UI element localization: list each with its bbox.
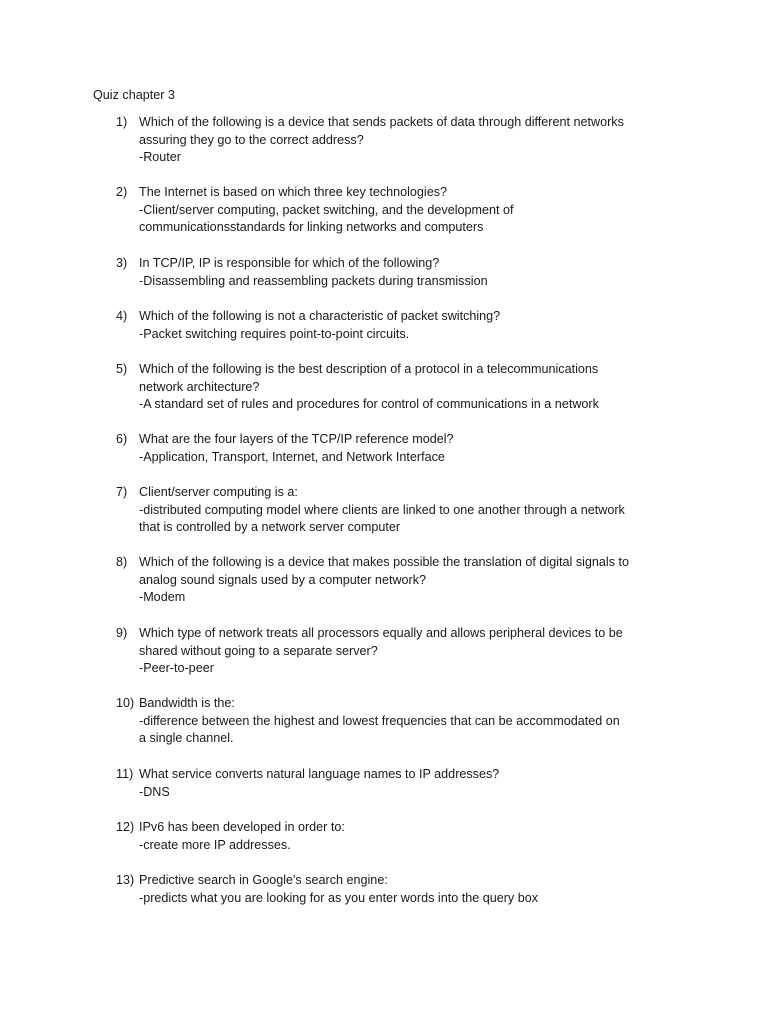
answer-line: communicationsstandards for linking networks and computers xyxy=(139,220,484,235)
document-title: Quiz chapter 3 xyxy=(93,88,175,102)
item-number: 3) xyxy=(116,256,128,270)
quiz-item xyxy=(116,484,676,537)
answer-line: -Packet switching requires point-to-point circuits. xyxy=(139,326,410,341)
quiz-item xyxy=(116,695,676,748)
item-number: 12) xyxy=(116,820,135,834)
item-number: 1) xyxy=(116,115,128,129)
question-line: What are the four layers of the TCP/IP reference model? xyxy=(139,432,454,446)
quiz-item xyxy=(116,554,676,607)
quiz-item xyxy=(116,625,676,678)
answer-line: -Client/server computing, packet switching, and the development of xyxy=(139,202,514,217)
quiz-item xyxy=(116,872,676,907)
answer-line: -Disassembling and reassembling packets during transmission xyxy=(139,273,488,288)
quiz-item xyxy=(116,184,676,237)
answer-line: -Router xyxy=(139,150,181,165)
question-line: In TCP/IP, IP is responsible for which of the following? xyxy=(139,256,440,270)
item-number: 9) xyxy=(116,626,128,640)
question-line: IPv6 has been developed in order to: xyxy=(139,820,345,834)
question-line: shared without going to a separate server? xyxy=(139,643,378,658)
answer-line: a single channel. xyxy=(139,731,234,746)
question-line: Which of the following is a device that makes possible the translation of digital signals to xyxy=(139,555,630,569)
item-number: 5) xyxy=(116,362,128,376)
quiz-item xyxy=(116,308,676,343)
quiz-item xyxy=(116,114,676,167)
answer-line: -DNS xyxy=(139,784,170,799)
item-number: 10) xyxy=(116,696,135,710)
quiz-item xyxy=(116,431,676,466)
question-line: The Internet is based on which three key technologies? xyxy=(139,185,448,199)
question-line: Which of the following is not a characteristic of packet switching? xyxy=(139,309,501,323)
question-line: Which type of network treats all processors equally and allows peripheral devices to be xyxy=(139,626,623,640)
question-line: Which of the following is a device that sends packets of data through different networks xyxy=(139,115,624,129)
item-number: 7) xyxy=(116,485,128,499)
quiz-item xyxy=(116,766,676,801)
quiz-item xyxy=(116,819,676,854)
quiz-item xyxy=(116,361,676,414)
question-line: Bandwidth is the: xyxy=(139,696,235,710)
answer-line: -Modem xyxy=(139,590,186,605)
answer-line: that is controlled by a network server computer xyxy=(139,520,401,535)
answer-line: -A standard set of rules and procedures for control of communications in a network xyxy=(139,397,599,412)
answer-line: -predicts what you are looking for as you enter words into the query box xyxy=(139,890,539,905)
item-number: 6) xyxy=(116,432,128,446)
question-line: Which of the following is the best description of a protocol in a telecommunications xyxy=(139,362,599,376)
item-number: 11) xyxy=(116,767,134,781)
question-line: What service converts natural language names to IP addresses? xyxy=(139,767,500,781)
question-line: network architecture? xyxy=(139,379,260,394)
answer-line: -distributed computing model where clients are linked to one another through a network xyxy=(139,502,625,517)
question-line: Client/server computing is a: xyxy=(139,485,298,499)
question-line: Predictive search in Google's search engine: xyxy=(139,873,388,887)
item-number: 4) xyxy=(116,309,128,323)
question-line: assuring they go to the correct address? xyxy=(139,132,364,147)
answer-line: -Peer-to-peer xyxy=(139,661,214,676)
item-number: 8) xyxy=(116,555,128,569)
question-line: analog sound signals used by a computer network? xyxy=(139,572,427,587)
quiz-item xyxy=(116,255,676,290)
item-number: 2) xyxy=(116,185,128,199)
answer-line: -Application, Transport, Internet, and Network Interface xyxy=(139,449,445,464)
answer-line: -difference between the highest and lowest frequencies that can be accommodated on xyxy=(139,713,620,728)
item-number: 13) xyxy=(116,873,135,887)
answer-line: -create more IP addresses. xyxy=(139,837,291,852)
